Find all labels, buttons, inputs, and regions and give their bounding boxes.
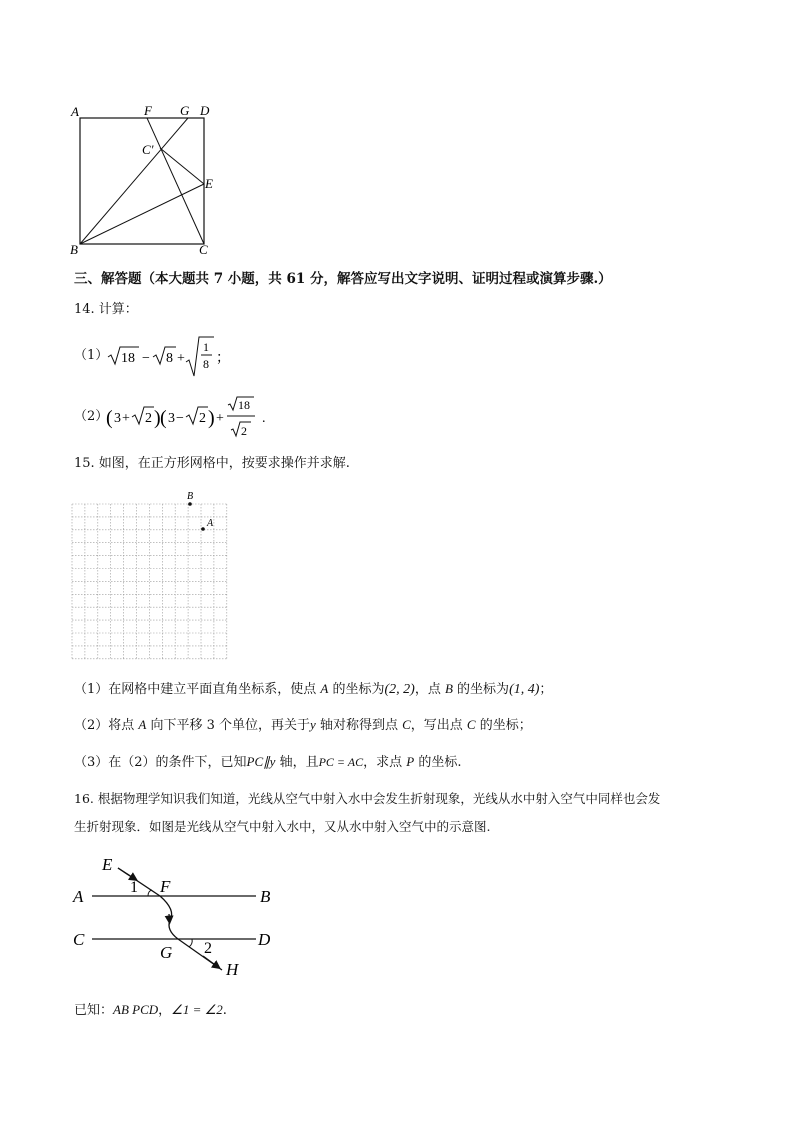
- pc-equals-ac: PC = AC: [318, 755, 364, 769]
- label-d: D: [200, 103, 210, 118]
- plus-sign: +: [177, 351, 185, 366]
- frac-den-2: 2: [241, 424, 247, 438]
- svg-text:): ): [208, 407, 215, 429]
- svg-text:(: (: [160, 407, 167, 429]
- section-heading: 三、解答题（本大题共 7 小题，共 61 分，解答应写出文字说明、证明过程或演算步骤.）: [74, 271, 612, 287]
- semicolon: ；: [216, 351, 230, 366]
- q16-line2: 生折射现象．如图是光线从空气中射入水中，又从水中射入空气中的示意图.: [74, 819, 491, 834]
- label-e: E: [205, 176, 213, 191]
- coordinate-b: (1, 4): [509, 682, 540, 697]
- minus-2: −: [176, 411, 184, 426]
- q15-part1: （1）在网格中建立平面直角坐标系，使点 A 的坐标为(2, 2)，点 B 的坐标为(1, 4)；: [74, 681, 553, 697]
- q15-grid-figure: [68, 488, 238, 664]
- coordinate-a: (2, 2): [384, 682, 415, 697]
- label-c: C: [73, 930, 85, 949]
- label-h: H: [226, 960, 239, 979]
- period: .: [262, 411, 266, 426]
- frac-num-18: 18: [238, 398, 250, 412]
- pc-parallel-y: PC∥y: [246, 754, 276, 769]
- q14-stem: 14. 计算：: [74, 302, 138, 317]
- q14-part1-expression: [106, 334, 236, 378]
- minus-sign: −: [142, 351, 150, 366]
- q15-part3: （3）在（2）的条件下，已知PC∥y 轴，且PC = AC，求点 P 的坐标.: [74, 754, 462, 770]
- q14-part2-expression: [106, 394, 286, 442]
- segment-fc: [147, 118, 204, 244]
- three-1: 3: [114, 411, 121, 426]
- label-b: B: [70, 242, 78, 257]
- plus-3: +: [216, 411, 224, 426]
- radicand-2b: 2: [199, 411, 206, 426]
- square-figure: [60, 98, 230, 258]
- label-b: B: [260, 887, 271, 906]
- refraction-figure: [68, 848, 288, 982]
- q15-stem: 15. 如图，在正方形网格中，按要求操作并求解.: [74, 456, 350, 471]
- q14-part2-index: （2）: [74, 409, 109, 424]
- segment-cpe: [160, 148, 204, 184]
- label-d: D: [258, 930, 271, 949]
- label-e: E: [102, 855, 113, 874]
- svg-text:(: (: [106, 407, 113, 429]
- point-a: [201, 527, 205, 531]
- q16-given: 已知：AB PCD，∠1 = ∠2.: [74, 1002, 227, 1018]
- segment-bg: [80, 118, 188, 244]
- label-g: G: [180, 103, 190, 118]
- point-a-label: A: [207, 518, 214, 529]
- radicand-2a: 2: [145, 411, 152, 426]
- label-f: F: [144, 103, 152, 118]
- square-outline: [80, 118, 204, 244]
- label-c: C: [199, 242, 208, 257]
- radicand-18: 18: [121, 351, 135, 366]
- label-a: A: [71, 104, 79, 119]
- angle-equality: ∠1 = ∠2: [171, 1002, 223, 1017]
- radicand-8: 8: [166, 351, 173, 366]
- angle-2-arc: [189, 939, 192, 947]
- label-c-prime: C': [142, 142, 154, 157]
- q16-line1: 16. 根据物理学知识我们知道，光线从空气中射入水中会发生折射现象，光线从水中射入空气中同样也会发: [74, 791, 661, 806]
- label-a: A: [73, 887, 84, 906]
- ab-parallel-cd: AB PCD: [113, 1002, 159, 1017]
- q14-part1-index: （1）: [74, 348, 109, 363]
- point-b-label: B: [187, 491, 194, 502]
- fraction-denominator: 8: [203, 357, 209, 371]
- q15-part2: （2）将点 A 向下平移 3 个单位，再关于y 轴对称得到点 C，写出点 C 的坐标；: [74, 717, 532, 733]
- fraction-numerator: 1: [203, 340, 209, 354]
- label-f: F: [160, 877, 171, 896]
- label-g: G: [160, 943, 173, 962]
- dotted-grid: [72, 504, 227, 659]
- angle-1-label: 1: [130, 879, 138, 896]
- segment-be: [80, 184, 204, 244]
- plus-2: +: [122, 411, 130, 426]
- svg-text:): ): [154, 407, 161, 429]
- three-2: 3: [168, 411, 175, 426]
- point-b: [188, 502, 192, 506]
- angle-2-label: 2: [204, 940, 212, 957]
